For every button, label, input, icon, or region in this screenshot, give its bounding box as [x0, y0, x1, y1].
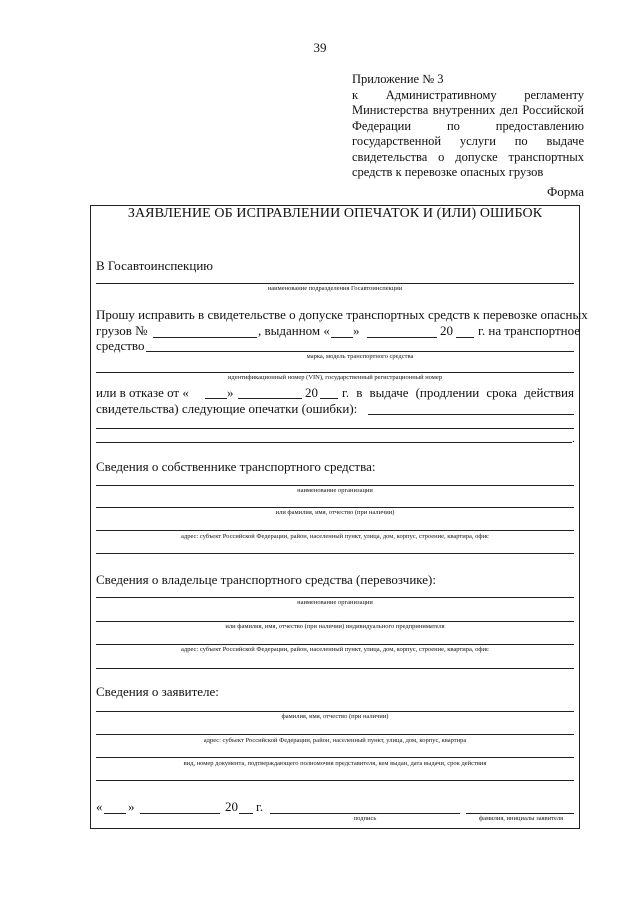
- sign-year-prefix: 20: [225, 799, 238, 814]
- form-frame: [90, 205, 588, 829]
- make-model-caption: марка, модель транспортного средства: [306, 353, 414, 360]
- owner-fio-caption: или фамилия, имя, отчество (при наличии): [275, 509, 395, 516]
- page-number: 39: [313, 40, 327, 55]
- date-open-quote: «: [96, 799, 103, 814]
- carrier-fio-caption: или фамилия, имя, отчество (при наличии) индивидуального предпринимателя: [225, 623, 445, 630]
- request-number-label: грузов №: [96, 323, 148, 338]
- form-label: Форма: [547, 184, 584, 199]
- applicant-fio-field[interactable]: [96, 711, 574, 712]
- applicant-document-field[interactable]: [96, 757, 574, 758]
- year-prefix: 20: [440, 323, 453, 338]
- vehicle-label: средство: [96, 338, 145, 353]
- signature-caption: подпись: [353, 815, 377, 822]
- owner-address-caption: адрес: субъект Российской Федерации, район, населенный пункт, улица, дом, корпус, строение, квартира, офис: [181, 533, 489, 540]
- applicant-name-field[interactable]: [466, 813, 574, 814]
- owner-address-field[interactable]: [96, 530, 574, 531]
- applicant-document-field-2[interactable]: [96, 780, 574, 781]
- subdivision-caption: наименование подразделения Госавтоинспекции: [267, 285, 403, 292]
- applicant-fio-caption: фамилия, имя, отчество (при наличии): [281, 713, 389, 720]
- applicant-heading: Сведения о заявителе:: [96, 684, 219, 699]
- request-year-tail: г. на транспортное: [478, 323, 581, 338]
- issued-month-field[interactable]: [367, 337, 437, 338]
- owner-heading: Сведения о собственнике транспортного средства:: [96, 459, 376, 474]
- appendix-line: средств к перевозке опасных грузов: [352, 165, 544, 179]
- carrier-org-caption: наименование организации: [297, 599, 373, 606]
- form-title: ЗАЯВЛЕНИЕ ОБ ИСПРАВЛЕНИИ ОПЕЧАТОК И (ИЛИ) ОШИБОК: [127, 206, 543, 221]
- refusal-year-field[interactable]: [320, 398, 338, 399]
- carrier-address-field-2[interactable]: [96, 668, 574, 669]
- appendix-title: Приложение № 3: [352, 72, 444, 86]
- carrier-address-field[interactable]: [96, 644, 574, 645]
- owner-address-field-2[interactable]: [96, 553, 574, 554]
- owner-org-caption: наименование организации: [297, 487, 373, 494]
- appendix-line: к Административному регламенту: [352, 87, 584, 102]
- subdivision-field[interactable]: [96, 283, 574, 284]
- vin-field[interactable]: [96, 372, 574, 373]
- errors-field-3[interactable]: [96, 442, 572, 443]
- refusal-day-field[interactable]: [205, 398, 227, 399]
- refusal-tail: г. в выдаче (продлении срока действия: [342, 385, 574, 400]
- year-prefix: 20: [305, 385, 318, 400]
- applicant-address-caption: адрес: субъект Российской Федерации, район, населенный пункт, улица, дом, корпус, квартира: [203, 737, 467, 744]
- carrier-fio-field[interactable]: [96, 621, 574, 622]
- issued-year-field[interactable]: [456, 337, 474, 338]
- sign-day-field[interactable]: [104, 813, 126, 814]
- applicant-document-caption: вид, номер документа, подтверждающего полномочия представителя, кем выдан, дата выдачи, срок действия: [183, 760, 487, 767]
- quote-close: »: [227, 385, 234, 400]
- refusal-line-2: свидетельства) следующие опечатки (ошибки):: [96, 401, 358, 416]
- appendix-line: свидетельства о допуске транспортных: [352, 149, 584, 164]
- request-line-1: Прошу исправить в свидетельстве о допуске транспортных средств к перевозке опасных: [96, 307, 588, 322]
- certificate-number-field[interactable]: [153, 337, 257, 338]
- appendix-line: Федерации по предоставлению: [352, 118, 584, 133]
- appendix-line: государственной услуги по выдаче: [352, 134, 584, 148]
- appendix-line: Министерства внутренних дел Российской: [352, 103, 584, 117]
- applicant-name-caption: фамилия, инициалы заявителя: [478, 815, 564, 822]
- refusal-month-field[interactable]: [238, 398, 302, 399]
- issued-day-field[interactable]: [331, 337, 353, 338]
- refusal-prefix: или в отказе от «: [96, 385, 189, 400]
- appendix-block: [352, 72, 584, 181]
- carrier-address-caption: адрес: субъект Российской Федерации, район, населенный пункт, улица, дом, корпус, строение, квартира, офис: [181, 646, 489, 653]
- signature-field[interactable]: [270, 813, 460, 814]
- carrier-org-field[interactable]: [96, 597, 574, 598]
- date-close-quote: »: [128, 799, 135, 814]
- vehicle-make-field[interactable]: [146, 351, 574, 352]
- period-mark: .: [572, 433, 575, 445]
- sign-month-field[interactable]: [140, 813, 220, 814]
- owner-fio-field[interactable]: [96, 507, 574, 508]
- sign-year-field[interactable]: [239, 813, 253, 814]
- errors-field-2[interactable]: [96, 428, 574, 429]
- addressee-label: В Госавтоинспекцию: [96, 258, 213, 273]
- vin-caption: идентификационный номер (VIN), государственный регистрационный номер: [227, 374, 443, 381]
- year-suffix: г.: [256, 799, 264, 814]
- errors-field-1[interactable]: [368, 414, 574, 415]
- applicant-address-field[interactable]: [96, 734, 574, 735]
- quote-close: »: [353, 323, 360, 338]
- owner-org-field[interactable]: [96, 485, 574, 486]
- carrier-heading: Сведения о владельце транспортного средства (перевозчике):: [96, 572, 436, 587]
- request-issued-label: , выданном «: [258, 323, 330, 338]
